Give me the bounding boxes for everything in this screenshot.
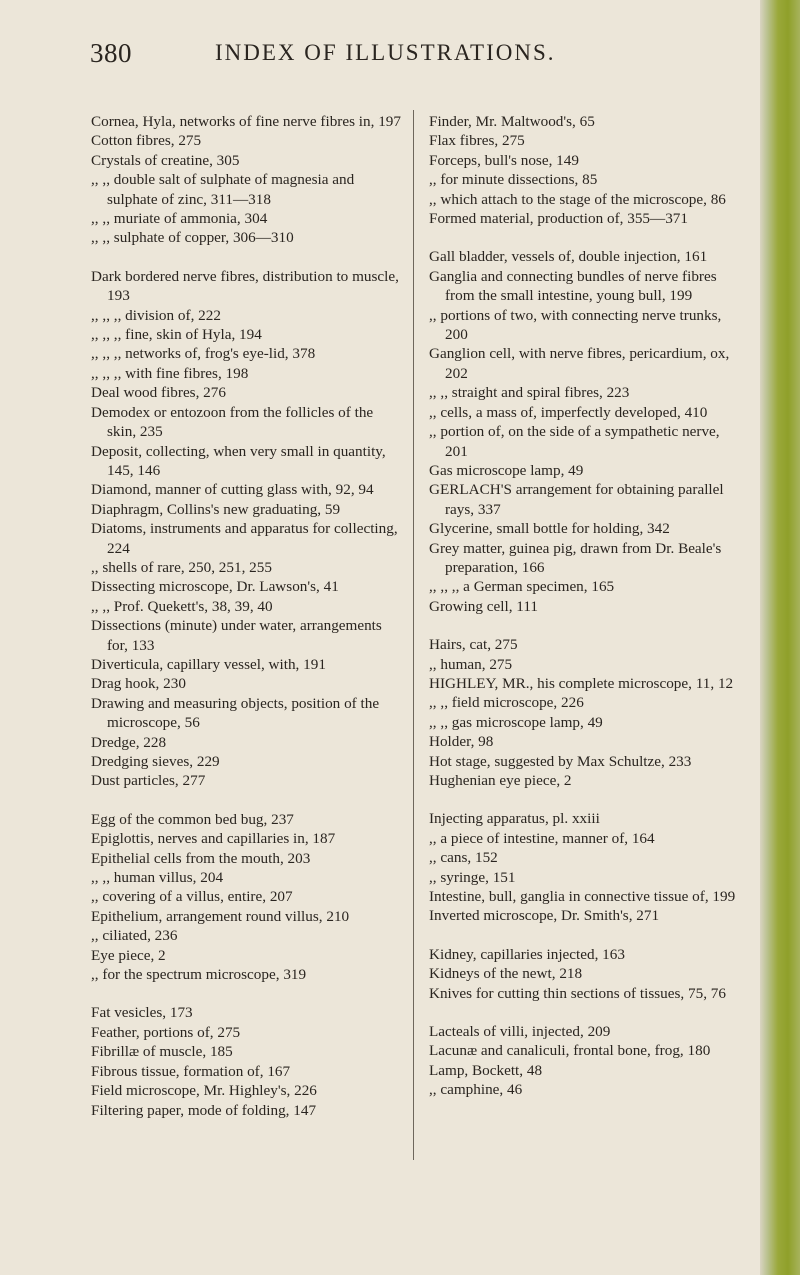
index-entry: ,, ,, muriate of ammonia, 304	[91, 210, 268, 228]
index-entry: Finder, Mr. Maltwood's, 65	[429, 113, 595, 130]
index-entry: ,, ,, field microscope, 226	[429, 694, 584, 712]
index-entry: Diverticula, capillary vessel, with, 191	[91, 655, 326, 673]
index-entry: Formed material, production of, 355—371	[429, 210, 688, 228]
index-entry: ,, camphine, 46	[429, 1081, 523, 1099]
index-entry: Ganglion cell, with nerve fibres, pericardium, ox, 202	[429, 345, 730, 382]
index-entry: Lacteals of villi, injected, 209	[429, 1023, 611, 1041]
index-entry: ,, ,, sulphate of copper, 306—310	[91, 229, 294, 247]
index-entry: Diatoms, instruments and apparatus for collecting, 224	[91, 520, 398, 557]
index-entry: ,, human, 275	[429, 655, 513, 673]
index-entry: ,, for the spectrum microscope, 319	[91, 966, 307, 984]
index-entry: ,, ,, Prof. Quekett's, 38, 39, 40	[91, 597, 273, 615]
index-entry: Dredge, 228	[91, 733, 167, 751]
book-edge	[760, 0, 800, 1275]
index-entry: Knives for cutting thin sections of tissues, 75, 76	[429, 984, 726, 1002]
index-entry: Growing cell, 111	[429, 597, 538, 615]
index-entry: Diaphragm, Collins's new graduating, 59	[91, 500, 341, 518]
index-entry: Epithelial cells from the mouth, 203	[91, 849, 311, 867]
index-entry: Cornea, Hyla, networks of fine nerve fibres in, 197	[91, 113, 401, 130]
index-entry: Dust particles, 277	[91, 772, 206, 790]
index-entry: ,, cans, 152	[429, 849, 498, 867]
index-entry: Deal wood fibres, 276	[91, 384, 226, 402]
index-entry: Fat vesicles, 173	[91, 1004, 193, 1022]
index-entry: Dredging sieves, 229	[91, 753, 220, 770]
index-entry: Fibrous tissue, formation of, 167	[91, 1062, 291, 1080]
index-entry: ,, for minute dissections, 85	[429, 171, 598, 189]
index-entry: Dark bordered nerve fibres, distribution to muscle, 193	[91, 267, 399, 305]
index-entry: ,, a piece of intestine, manner of, 164	[429, 829, 655, 847]
index-entry: Injecting apparatus, pl. xxiii	[429, 810, 600, 828]
index-entry: Kidney, capillaries injected, 163	[429, 945, 625, 963]
index-column-right	[429, 112, 739, 1100]
index-entry: GERLACH'S arrangement for obtaining parallel rays, 337	[429, 481, 724, 518]
index-entry: Crystals of creatine, 305	[91, 151, 240, 169]
index-entry: Drawing and measuring objects, position of the microscope, 56	[91, 694, 380, 732]
index-entry: ,, ,, gas microscope lamp, 49	[429, 713, 603, 731]
index-entry: Lamp, Bockett, 48	[429, 1061, 543, 1079]
index-entry: Inverted microscope, Dr. Smith's, 271	[429, 907, 660, 925]
index-entry: Hairs, cat, 275	[429, 636, 518, 654]
index-entry: Dissecting microscope, Dr. Lawson's, 41	[91, 578, 339, 596]
index-entry: Egg of the common bed bug, 237	[91, 810, 294, 828]
index-entry: ,, which attach to the stage of the microscope, 86	[429, 190, 726, 208]
column-divider	[413, 110, 414, 1160]
index-entry: ,, portion of, on the side of a sympathetic nerve, 201	[429, 423, 720, 460]
index-entry: Gas microscope lamp, 49	[429, 461, 584, 479]
index-entry: ,, ,, double salt of sulphate of magnesia and sulphate of zinc, 311—318	[91, 171, 355, 208]
index-entry: Intestine, bull, ganglia in connective tissue of, 199	[429, 888, 736, 906]
index-entry: Eye piece, 2	[91, 946, 166, 964]
index-entry: Fibrillæ of muscle, 185	[91, 1043, 233, 1061]
index-entry: Gall bladder, vessels of, double injection, 161	[429, 248, 708, 266]
index-entry: ,, shells of rare, 250, 251, 255	[91, 558, 272, 576]
index-entry: Field microscope, Mr. Highley's, 226	[91, 1082, 317, 1100]
index-column-left	[91, 112, 401, 1120]
index-entry: Forceps, bull's nose, 149	[429, 151, 579, 169]
index-entry: ,, ciliated, 236	[91, 927, 178, 945]
index-entry: Filtering paper, mode of folding, 147	[91, 1101, 317, 1119]
index-entry: Drag hook, 230	[91, 675, 186, 693]
index-entry: Dissections (minute) under water, arrangements for, 133	[91, 617, 382, 654]
index-entry: Deposit, collecting, when very small in quantity, 145, 146	[91, 442, 386, 479]
index-entry: ,, ,, straight and spiral fibres, 223	[429, 384, 630, 402]
index-entry: ,, syringe, 151	[429, 868, 516, 886]
index-entry: ,, ,, human villus, 204	[91, 869, 224, 887]
index-entry: ,, ,, ,, networks of, frog's eye-lid, 378	[91, 345, 316, 363]
index-entry: Holder, 98	[429, 733, 494, 751]
index-entry: Ganglia and connecting bundles of nerve fibres from the small intestine, young bull, 199	[429, 267, 717, 305]
index-entry: Kidneys of the newt, 218	[429, 965, 583, 983]
index-entry: ,, ,, ,, division of, 222	[91, 306, 221, 324]
index-entry: Lacunæ and canaliculi, frontal bone, frog, 180	[429, 1042, 711, 1060]
index-entry: Epiglottis, nerves and capillaries in, 187	[91, 830, 336, 848]
index-entry: HIGHLEY, MR., his complete microscope, 11, 12	[429, 674, 734, 692]
index-entry: ,, ,, ,, fine, skin of Hyla, 194	[91, 326, 262, 344]
index-entry: ,, ,, ,, with fine fibres, 198	[91, 364, 249, 382]
index-entry: Diamond, manner of cutting glass with, 92, 94	[91, 481, 374, 499]
index-entry: ,, covering of a villus, entire, 207	[91, 888, 293, 906]
index-entry: Glycerine, small bottle for holding, 342	[429, 520, 670, 538]
index-entry: Grey matter, guinea pig, drawn from Dr. Beale's preparation, 166	[429, 539, 722, 576]
index-entry: Hot stage, suggested by Max Schultze, 233	[429, 752, 692, 770]
index-entry: ,, ,, ,, a German specimen, 165	[429, 578, 615, 596]
index-entry: Flax fibres, 275	[429, 132, 525, 150]
index-entry: ,, portions of two, with connecting nerve trunks, 200	[429, 306, 722, 344]
index-entry: ,, cells, a mass of, imperfectly developed, 410	[429, 403, 708, 421]
index-entry: Feather, portions of, 275	[91, 1023, 241, 1041]
page-number: 380	[90, 38, 132, 68]
index-entry: Hughenian eye piece, 2	[429, 772, 572, 789]
index-entry: Cotton fibres, 275	[91, 132, 202, 150]
running-header: INDEX OF ILLUSTRATIONS.	[215, 40, 556, 65]
index-entry: Epithelium, arrangement round villus, 210	[91, 907, 350, 925]
index-entry: Demodex or entozoon from the follicles of the skin, 235	[91, 403, 374, 441]
